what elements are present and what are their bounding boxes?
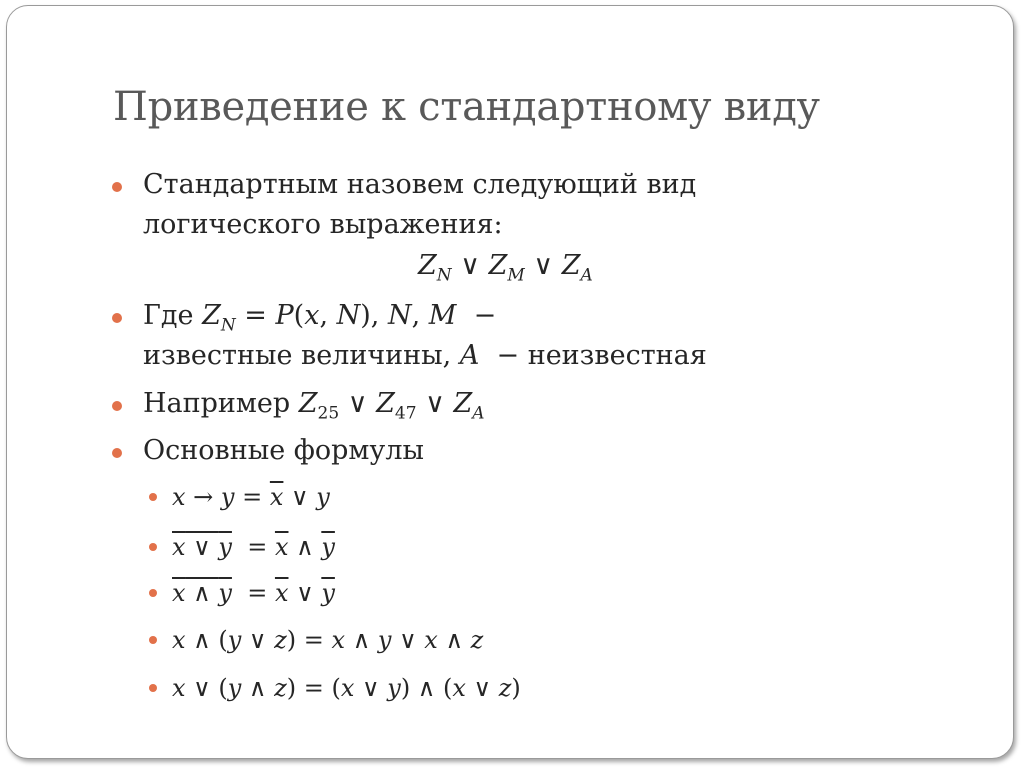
formula-distributive-or: x ∨ (y ∧ z) = (x ∨ y) ∧ (x ∨ z) xyxy=(172,674,521,702)
sub-bullet-icon xyxy=(149,684,157,692)
item-4-text: Основные формулы xyxy=(143,435,424,466)
formula-distributive-and: x ∧ (y ∨ z) = x ∧ y ∨ x ∧ z xyxy=(172,626,484,654)
bullet-icon xyxy=(112,401,122,411)
sub-bullet-icon xyxy=(149,589,157,597)
formula-de-morgan-and: x ∧ $y = \overline{x}$ ∨ $\overline{y}$ xyxy=(172,579,335,607)
formula-implication: $x \to y = \overline{x}$ ∨ y xyxy=(172,483,330,511)
bullet-icon xyxy=(112,313,122,323)
item-2-line-2: известные величины, A − неизвестная xyxy=(143,340,707,371)
bullet-icon xyxy=(112,448,122,458)
sub-bullet-icon xyxy=(149,543,157,551)
item-2-line-1: Где $Z_N = P(x$, N), N, M − xyxy=(143,300,497,336)
item-3-text: Например $Z_{25}$ ∨ $Z_{47}$ ∨ $Z_A$ xyxy=(143,388,485,424)
item-1-line-1: Стандартным назовем следующий вид xyxy=(143,169,697,200)
item-1-formula: $Z_N$ ∨ $Z_M$ ∨ $Z_A$ xyxy=(418,250,593,286)
item-1-line-2: логического выражения: xyxy=(143,209,503,240)
sub-bullet-icon xyxy=(149,493,157,501)
formula-de-morgan-or: x ∨ $y = \overline{x}$ ∧ $\overline{y}$ xyxy=(172,533,335,561)
sub-bullet-icon xyxy=(149,636,157,644)
bullet-icon xyxy=(112,182,122,192)
slide-title: Приведение к стандартному виду xyxy=(113,84,820,130)
